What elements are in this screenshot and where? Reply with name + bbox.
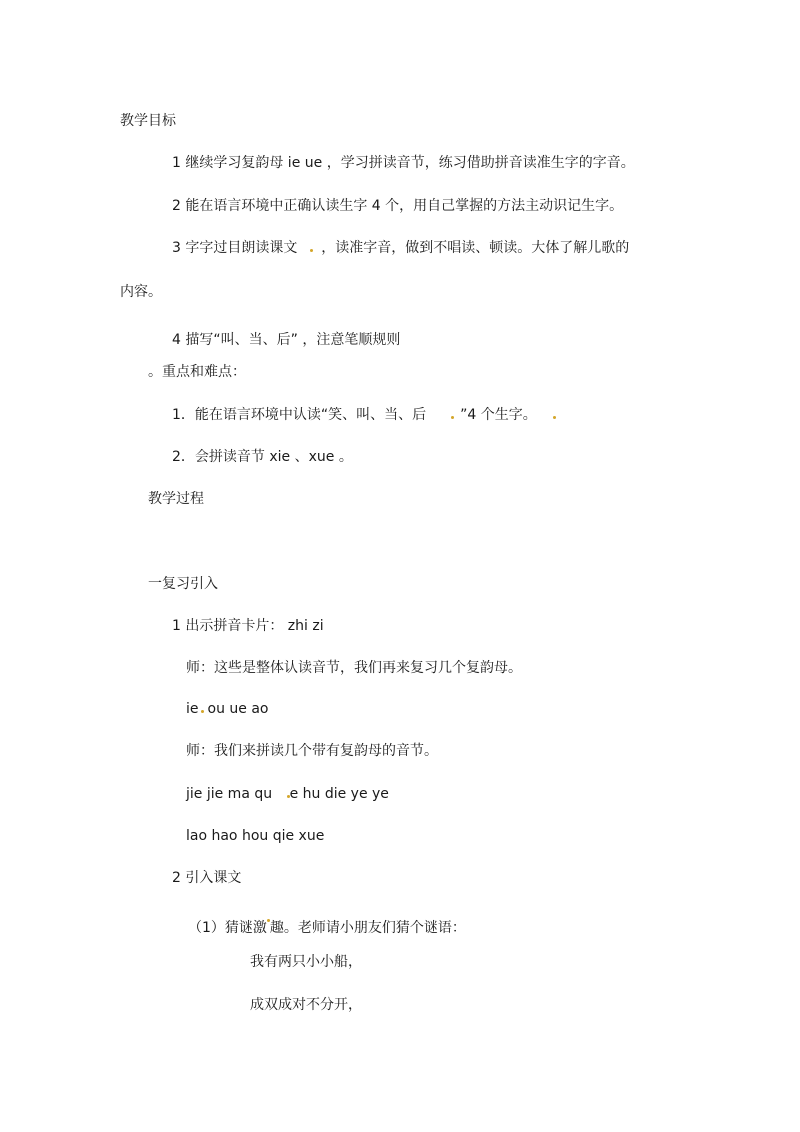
review-step-2: 2 引入课文	[172, 870, 242, 886]
riddle-intro-part-b: 趣。老师请小朋友们猜个谜语：	[269, 920, 466, 936]
goal-item-3-part-a: 3 字字过目朗读课文	[172, 240, 298, 256]
syllables-line-1	[186, 784, 389, 804]
mark-dot	[451, 416, 454, 419]
goal-item-3-part-b: ，读准字音，做到不唱读、顿读。大体了解儿歌的	[321, 240, 630, 256]
goal-item-3-continued: 内容。	[120, 284, 162, 300]
riddle-line-1: 我有两只小小船，	[250, 954, 362, 970]
finals-list	[186, 699, 269, 719]
teacher-line-2: 师：我们来拼读几个带有复韵母的音节。	[186, 743, 438, 759]
syllables-line-2: lao hao hou qie xue	[186, 828, 325, 844]
heading-key-points: 。重点和难点：	[148, 364, 246, 380]
review-step-1: 1 出示拼音卡片： zhi zi	[172, 618, 324, 634]
section-review-intro: 一复习引入	[148, 576, 218, 592]
finals-list-part-b: ou ue ao	[207, 701, 269, 717]
keypoint-item-1-part-a: 1．能在语言环境中认读“笑、叫、当、后	[172, 407, 427, 423]
mark-dot	[553, 416, 556, 419]
mark-dot	[201, 710, 204, 713]
syllables-line-1-part-b: ie jie ma qu	[189, 786, 273, 802]
goal-item-3	[172, 238, 629, 258]
riddle-intro-part-a: （1）猜谜激	[188, 920, 267, 936]
heading-teaching-goals: 教学目标	[120, 113, 176, 129]
keypoint-item-1	[172, 405, 558, 425]
finals-list-part-a: ie	[186, 701, 199, 717]
goal-item-1: 1 继续学习复韵母 ie ue ，学习拼读音节，练习借助拼音读准生字的字音。	[172, 155, 635, 171]
teacher-line-1: 师：这些是整体认读音节，我们再来复习几个复韵母。	[186, 660, 522, 676]
riddle-intro	[188, 918, 466, 938]
mark-dot	[310, 249, 313, 252]
syllables-line-1-part-a: j	[186, 786, 190, 802]
keypoint-item-1-part-b: ”4 个生字。	[460, 407, 537, 423]
heading-teaching-process: 教学过程	[148, 491, 204, 507]
riddle-line-2: 成双成对不分开，	[250, 997, 362, 1013]
goal-item-2: 2 能在语言环境中正确认读生字 4 个，用自己掌握的方法主动识记生字。	[172, 198, 624, 214]
goal-item-4: 4 描写“叫、当、后” ，注意笔顺规则	[172, 332, 401, 348]
syllables-line-1-part-c: e hu die ye ye	[289, 786, 389, 802]
keypoint-item-2: 2．会拼读音节 xie 、xue 。	[172, 449, 353, 465]
